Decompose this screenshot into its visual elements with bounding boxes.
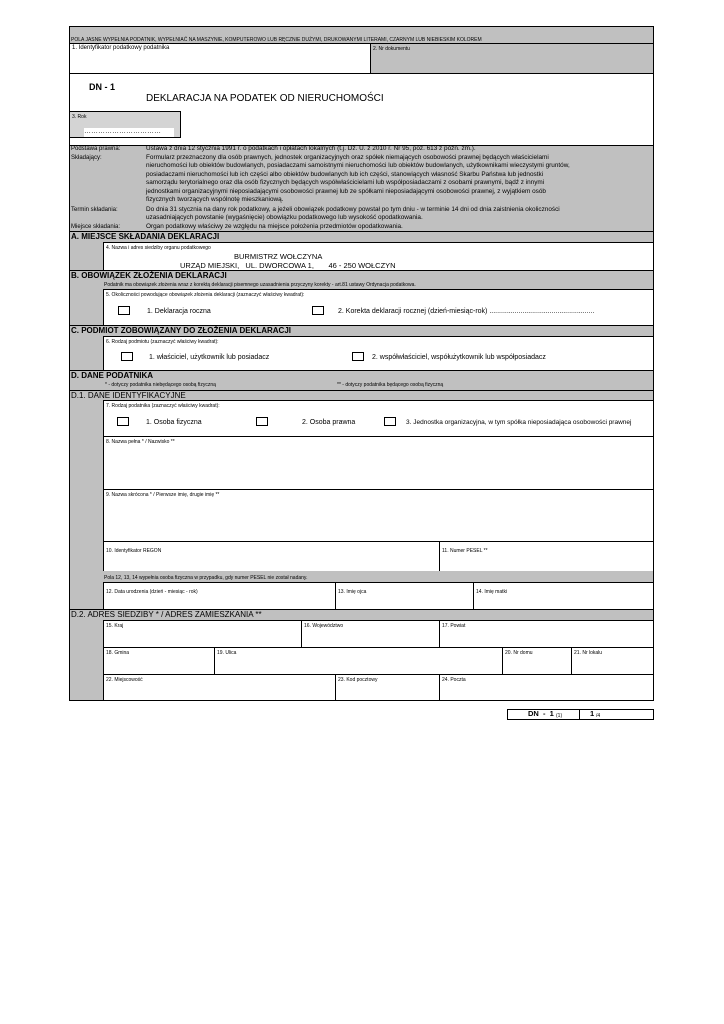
field-4-label: 4. Nazwa i adres siedziby organu podatkowego: [106, 245, 211, 251]
field-1-label: 1. Identyfikator podatkowy podatnika: [72, 45, 170, 51]
filer-text: [146, 154, 651, 204]
field-17-label: 17. Powiat: [442, 623, 466, 629]
field-8-full-name[interactable]: [103, 436, 653, 489]
co-owner-label: 2. współwłaściciel, współużytkownik lub współposiadacz: [372, 354, 546, 361]
section-d-title: D. DANE PODATNIKA: [70, 370, 653, 381]
field-3-year: [69, 111, 181, 138]
field-23-postal-code[interactable]: [335, 674, 439, 700]
place-text: Organ podatkowy właściwy ze względu na miejsce położenia przedmiotów opodatkowania.: [146, 223, 403, 230]
section-c-title: C. PODMIOT ZOBOWIĄZANY DO ZŁOŻENIA DEKLARACJI: [70, 325, 653, 336]
field-6-label: 6. Rodzaj podmiotu (zaznaczyć właściwy kwadrat):: [106, 339, 219, 345]
page-number: 1: [590, 709, 595, 718]
field-15-country[interactable]: [103, 620, 301, 647]
top-note: POLA JASNE WYPEŁNIA PODATNIK, WYPEŁNIAĆ NA MASZYNIE, KOMPUTEROWO LUB RĘCZNIE DUŻYMI, DRUKOWANYMI LITERAMI, CZARNYM LUB NIEBIESKIM KOLOREM: [71, 37, 482, 43]
year-input[interactable]: ……………………………: [84, 128, 174, 137]
section-d1-title: D.1. DANE IDENTYFIKACYJNE: [70, 390, 653, 400]
footer-code-sub: (1): [556, 713, 563, 719]
field-24-label: 24. Poczta: [442, 677, 466, 683]
field-19-street[interactable]: [214, 647, 502, 674]
filer-line: jednostkami organizacyjnymi nieposiadającymi osobowości prawnej lub ze spółkami nieposiadającymi osobowości prawnej, z wyjątkiem osób: [146, 187, 546, 195]
deadline-line: Do dnia 31 stycznia na dany rok podatkowy, a jeżeli obowiązek podatkowy powstał po tym dniu - w terminie 14 dni od dnia zaistnienia okoliczności: [146, 206, 560, 213]
field-22-city[interactable]: [103, 674, 335, 700]
footer-code: DN - 1: [528, 709, 554, 718]
organ-name: BURMISTRZ WOŁCZYNA: [234, 252, 323, 261]
field-22-label: 22. Miejscowość: [106, 677, 143, 683]
field-9-short-name[interactable]: [103, 489, 653, 541]
field-19-label: 19. Ulica: [217, 650, 237, 656]
field-5-circumstances: [103, 289, 653, 325]
section-a-title: A. MIEJSCE SKŁADANIA DEKLARACJI: [70, 231, 653, 242]
field-1-taxpayer-id[interactable]: [70, 43, 370, 73]
pesel-note: Pola 12, 13, 14 wypełnia osoba fizyczna w przypadku, gdy numer PESEL nie został nadany.: [104, 575, 308, 581]
filer-line: samorządu terytorialnego oraz dla osób fizycznych będących współwłaścicielami lub współposiadaczami z osobami prawnymi, bądź z innymi: [146, 179, 545, 187]
field-24-post-office[interactable]: [439, 674, 653, 700]
field-2-label: 2. Nr dokumentu: [373, 46, 410, 52]
field-7-taxpayer-type: [103, 400, 653, 436]
owner-checkbox[interactable]: [121, 352, 133, 361]
organization-checkbox[interactable]: [384, 417, 396, 426]
filer-label: Składający:: [71, 155, 102, 161]
organization-label: 3. Jednostka organizacyjna, w tym spółka nieposiadająca osobowości prawnej: [406, 419, 632, 426]
field-9-label: 9. Nazwa skrócona * / Pierwsze imię, drugie imię **: [106, 492, 220, 498]
field-20-label: 20. Nr domu: [505, 650, 533, 656]
section-d2-title: D.2. ADRES SIEDZIBY * / ADRES ZAMIESZKANIA **: [70, 609, 653, 620]
field-13-father-name[interactable]: [335, 582, 473, 609]
correction-checkbox[interactable]: [312, 306, 324, 315]
basis-label: Podstawa prawna:: [71, 146, 121, 152]
field-6-entity-type: [103, 336, 653, 370]
field-12-label: 12. Data urodzenia (dzień - miesiąc - rok): [106, 589, 198, 595]
field-13-label: 13. Imię ojca: [338, 589, 367, 595]
field-16-voivodeship[interactable]: [301, 620, 439, 647]
field-5-label: 5. Okoliczności powodujące obowiązek złożenia deklaracji (zaznaczyć właściwy kwadrat):: [106, 292, 305, 298]
field-23-label: 23. Kod pocztowy: [338, 677, 378, 683]
field-10-label: 10. Identyfikator REGON: [106, 548, 162, 554]
field-14-mother-name[interactable]: [473, 582, 653, 609]
section-b-note: Podatnik ma obowiązek złożenia wraz z korektą deklaracji pisemnego uzasadnienia przyczyny korekty - art.81 ustawy Ordynacja podatkowa.: [104, 282, 416, 288]
page-total: /4: [596, 713, 601, 719]
field-10-regon[interactable]: [103, 541, 439, 571]
deadline-label: Termin składania:: [71, 207, 118, 213]
basis-text: Ustawa z dnia 12 stycznia 1991 r. o podatkach i opłatach lokalnych (t.j. Dz. U. z 2010 r. Nr 95, poz. 613 z późn. zm.).: [146, 145, 476, 152]
filer-line: fizycznych tworzących wspólnotę mieszkaniową.: [146, 196, 284, 204]
field-15-label: 15. Kraj: [106, 623, 124, 629]
field-21-apartment-number[interactable]: [571, 647, 653, 674]
place-label: Miejsce składania:: [71, 224, 121, 230]
owner-label: 1. właściciel, użytkownik lub posiadacz: [149, 354, 270, 361]
organ-address: URZĄD MIEJSKI, UL. DWORCOWA 1, 46 - 250 WOŁCZYN: [180, 261, 396, 270]
individual-checkbox[interactable]: [117, 417, 129, 426]
correction-label: 2. Korekta deklaracji rocznej (dzień-miesiąc-rok) ......................................................: [338, 308, 595, 315]
field-14-label: 14. Imię matki: [476, 589, 508, 595]
form-code: DN - 1: [89, 82, 116, 92]
form-title: DEKLARACJA NA PODATEK OD NIERUCHOMOŚCI: [146, 93, 384, 104]
individual-label: 1. Osoba fizyczna: [146, 419, 202, 426]
field-12-birth-date[interactable]: [103, 582, 335, 609]
legal-person-label: 2. Osoba prawna: [302, 419, 356, 426]
note-non-individual: * - dotyczy podatnika niebędącego osobą fizyczną: [105, 382, 216, 388]
filer-line: posiadaczami nieruchomości lub ich części albo obiektów budowlanych lub ich części, stanowiących własność Skarbu Państwa lub jednostki: [146, 170, 544, 178]
annual-declaration-label: 1. Deklaracja roczna: [147, 308, 211, 315]
legal-person-checkbox[interactable]: [256, 417, 268, 426]
field-7-label: 7. Rodzaj podatnika (zaznaczyć właściwy kwadrat):: [106, 403, 220, 409]
field-2-document-number: [370, 43, 653, 73]
field-16-label: 16. Województwo: [304, 623, 344, 629]
annual-declaration-checkbox[interactable]: [118, 306, 130, 315]
field-11-pesel[interactable]: [439, 541, 653, 571]
note-individual: ** - dotyczy podatnika będącego osobą fizyczną: [337, 382, 444, 388]
field-17-district[interactable]: [439, 620, 653, 647]
field-18-label: 18. Gmina: [106, 650, 130, 656]
section-b-title: B. OBOWIĄZEK ZŁOŻENIA DEKLARACJI: [70, 270, 653, 281]
filer-line: nieruchomości lub obiektów budowlanych, posiadaczami samoistnymi nieruchomości lub obiektów budowlanych, użytkownikami wieczystymi gruntów,: [146, 162, 570, 170]
field-21-label: 21. Nr lokalu: [574, 650, 603, 656]
field-18-commune[interactable]: [103, 647, 214, 674]
field-3-label: 3. Rok: [72, 114, 87, 120]
filer-line: Formularz przeznaczony dla osób prawnych, jednostek organizacyjnych oraz spółek niemających osobowości prawnej będących właścicielami: [146, 154, 549, 161]
deadline-line: uzasadniających powstanie (wygaśnięcie) obowiązku podatkowego lub wysokość opodatkowania.: [146, 214, 423, 222]
field-11-label: 11. Numer PESEL **: [442, 548, 488, 554]
field-20-house-number[interactable]: [502, 647, 571, 674]
co-owner-checkbox[interactable]: [352, 352, 364, 361]
field-8-label: 8. Nazwa pełna * / Nazwisko **: [106, 439, 175, 445]
deadline-text: [146, 206, 651, 223]
